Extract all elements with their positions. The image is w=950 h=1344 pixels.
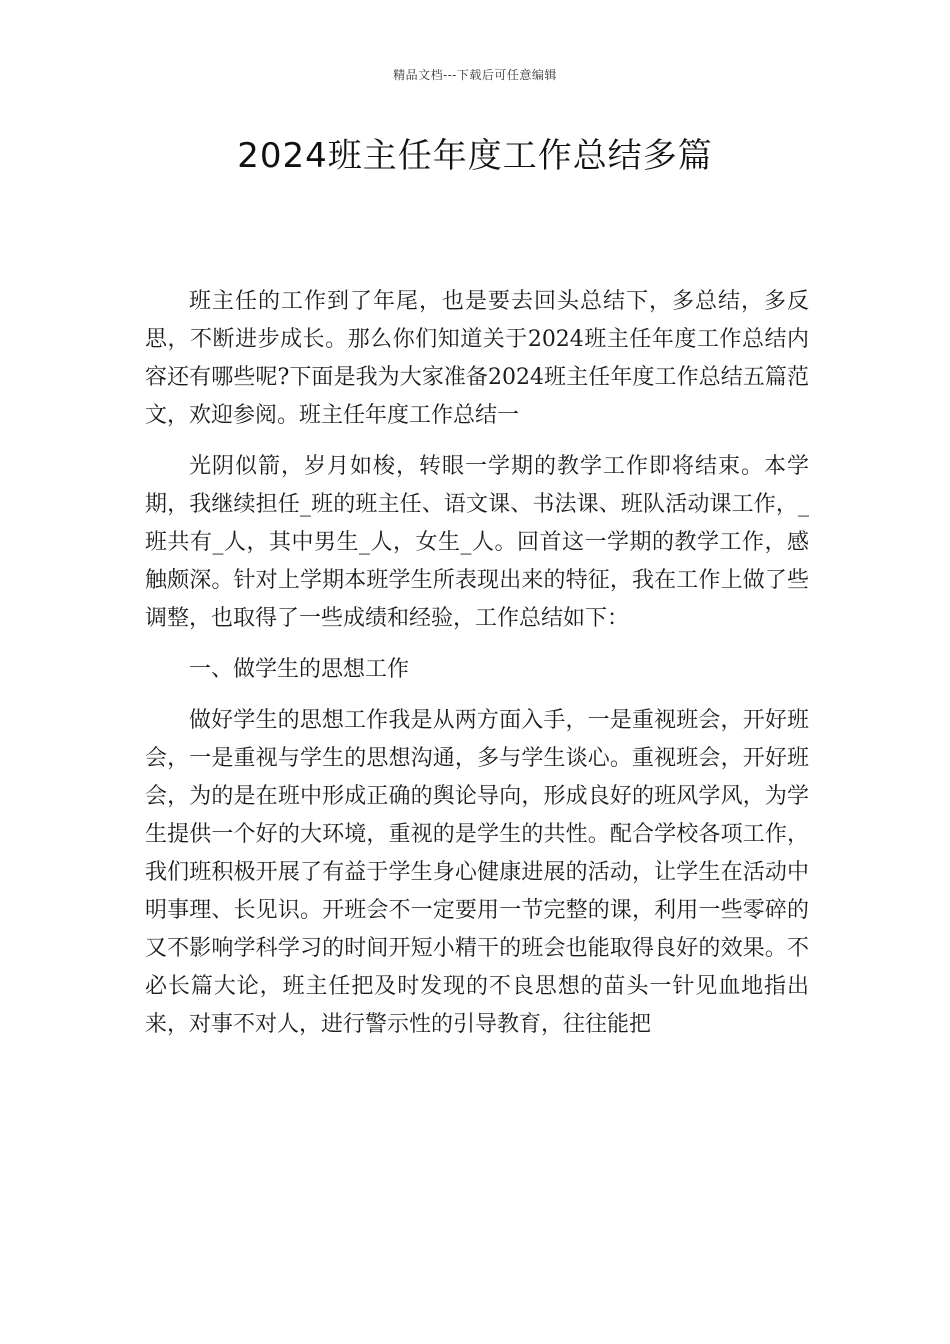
paragraph-overview: 光阴似箭，岁月如梭，转眼一学期的教学工作即将结束。本学期，我继续担任_班的班主任、语文课、书法课、班队活动课工作，_班共有_人，其中男生_人，女生_人。回首这一学期的教学工作，感触颇深。针对上学期本班学生所表现出来的特征，我在工作上做了些调整，也取得了一些成绩和经验，工作总结如下： [145,454,809,631]
section-heading: 一、做学生的思想工作 [189,657,410,682]
document-title: 2024班主任年度工作总结多篇 [237,136,713,176]
paragraph-thought-work: 做好学生的思想工作我是从两方面入手，一是重视班会，开好班会，一是重视与学生的思想沟通，多与学生谈心。重视班会，开好班会，为的是在班中形成正确的舆论导向，形成良好的班风学风，为学生提供一个好的大环境，重视的是学生的共性。配合学校各项工作，我们班积极开展了有益于学生身心健康进展的活动，让学生在活动中明事理、长见识。开班会不一定要用一节完整的课，利用一些零碎的又不影响学科学习的时间开短小精干的班会也能取得良好的效果。不必长篇大论，班主任把及时发现的不良思想的苗头一针见血地指出来，对事不对人，进行警示性的引导教育，往往能把 [145,708,809,1037]
header-note: 精品文档---下载后可任意编辑 [393,68,557,82]
document-body [145,283,809,1057]
paragraph-intro: 班主任的工作到了年尾，也是要去回头总结下，多总结，多反思，不断进步成长。那么你们知道关于2024班主任年度工作总结内容还有哪些呢?下面是我为大家准备2024班主任年度工作总结五篇范文，欢迎参阅。班主任年度工作总结一 [145,289,809,428]
